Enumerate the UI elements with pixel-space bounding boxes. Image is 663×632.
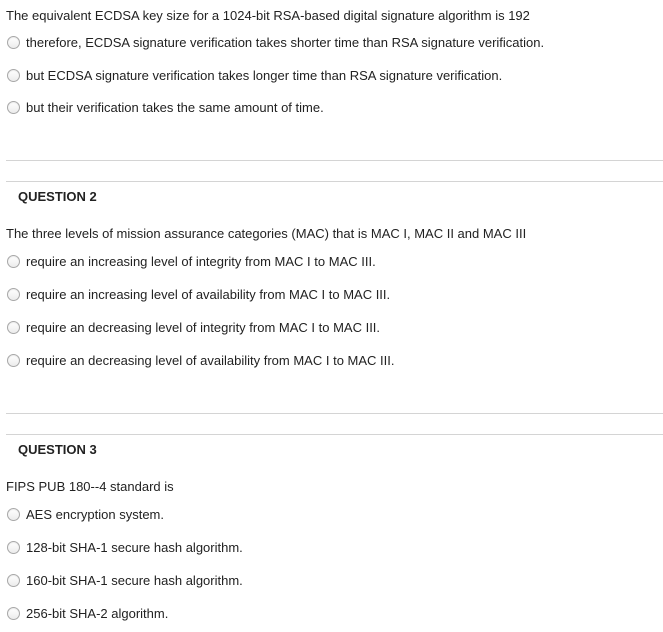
option-label: 160-bit SHA-1 secure hash algorithm. [26, 572, 243, 588]
question-3-prompt: FIPS PUB 180--4 standard is [6, 479, 174, 494]
question-3-option-4[interactable] [7, 604, 168, 622]
radio-button[interactable] [7, 288, 20, 301]
question-2-option-4[interactable] [7, 351, 394, 369]
radio-button[interactable] [7, 69, 20, 82]
option-label: require an increasing level of integrity from MAC I to MAC III. [26, 253, 376, 269]
question-3-option-2[interactable] [7, 538, 243, 556]
question-2-option-1[interactable] [7, 252, 376, 270]
radio-button[interactable] [7, 36, 20, 49]
radio-button[interactable] [7, 255, 20, 268]
option-label: therefore, ECDSA signature verification takes shorter time than RSA signature verification. [26, 34, 545, 50]
question-3-option-3[interactable] [7, 571, 243, 589]
radio-button[interactable] [7, 574, 20, 587]
option-label: but ECDSA signature verification takes longer time than RSA signature verification. [26, 67, 503, 83]
option-label: require an increasing level of availability from MAC I to MAC III. [26, 286, 391, 302]
question-1-option-2[interactable] [7, 66, 502, 84]
radio-button[interactable] [7, 354, 20, 367]
option-label: 256-bit SHA-2 algorithm. [26, 605, 169, 621]
option-label: 128-bit SHA-1 secure hash algorithm. [26, 539, 243, 555]
radio-button[interactable] [7, 508, 20, 521]
radio-button[interactable] [7, 321, 20, 334]
radio-button[interactable] [7, 541, 20, 554]
radio-button[interactable] [7, 101, 20, 114]
option-label: AES encryption system. [26, 506, 164, 522]
question-2-header: QUESTION 2 [18, 189, 97, 204]
option-label: but their verification takes the same amount of time. [26, 99, 324, 115]
radio-button[interactable] [7, 607, 20, 620]
question-divider [6, 160, 663, 182]
question-2-option-2[interactable] [7, 285, 390, 303]
option-label: require an decreasing level of integrity from MAC I to MAC III. [26, 319, 381, 335]
option-label: require an decreasing level of availability from MAC I to MAC III. [26, 352, 395, 368]
question-2-option-3[interactable] [7, 318, 380, 336]
question-3-option-1[interactable] [7, 505, 164, 523]
question-1-option-3[interactable] [7, 98, 324, 116]
question-2-prompt: The three levels of mission assurance categories (MAC) that is MAC I, MAC II and MAC III [6, 226, 527, 241]
question-1-option-1[interactable] [7, 33, 544, 51]
question-divider [6, 413, 663, 435]
question-3-header: QUESTION 3 [18, 442, 97, 457]
question-1-prompt: The equivalent ECDSA key size for a 1024-bit RSA-based digital signature algorithm is 192 [6, 8, 530, 23]
